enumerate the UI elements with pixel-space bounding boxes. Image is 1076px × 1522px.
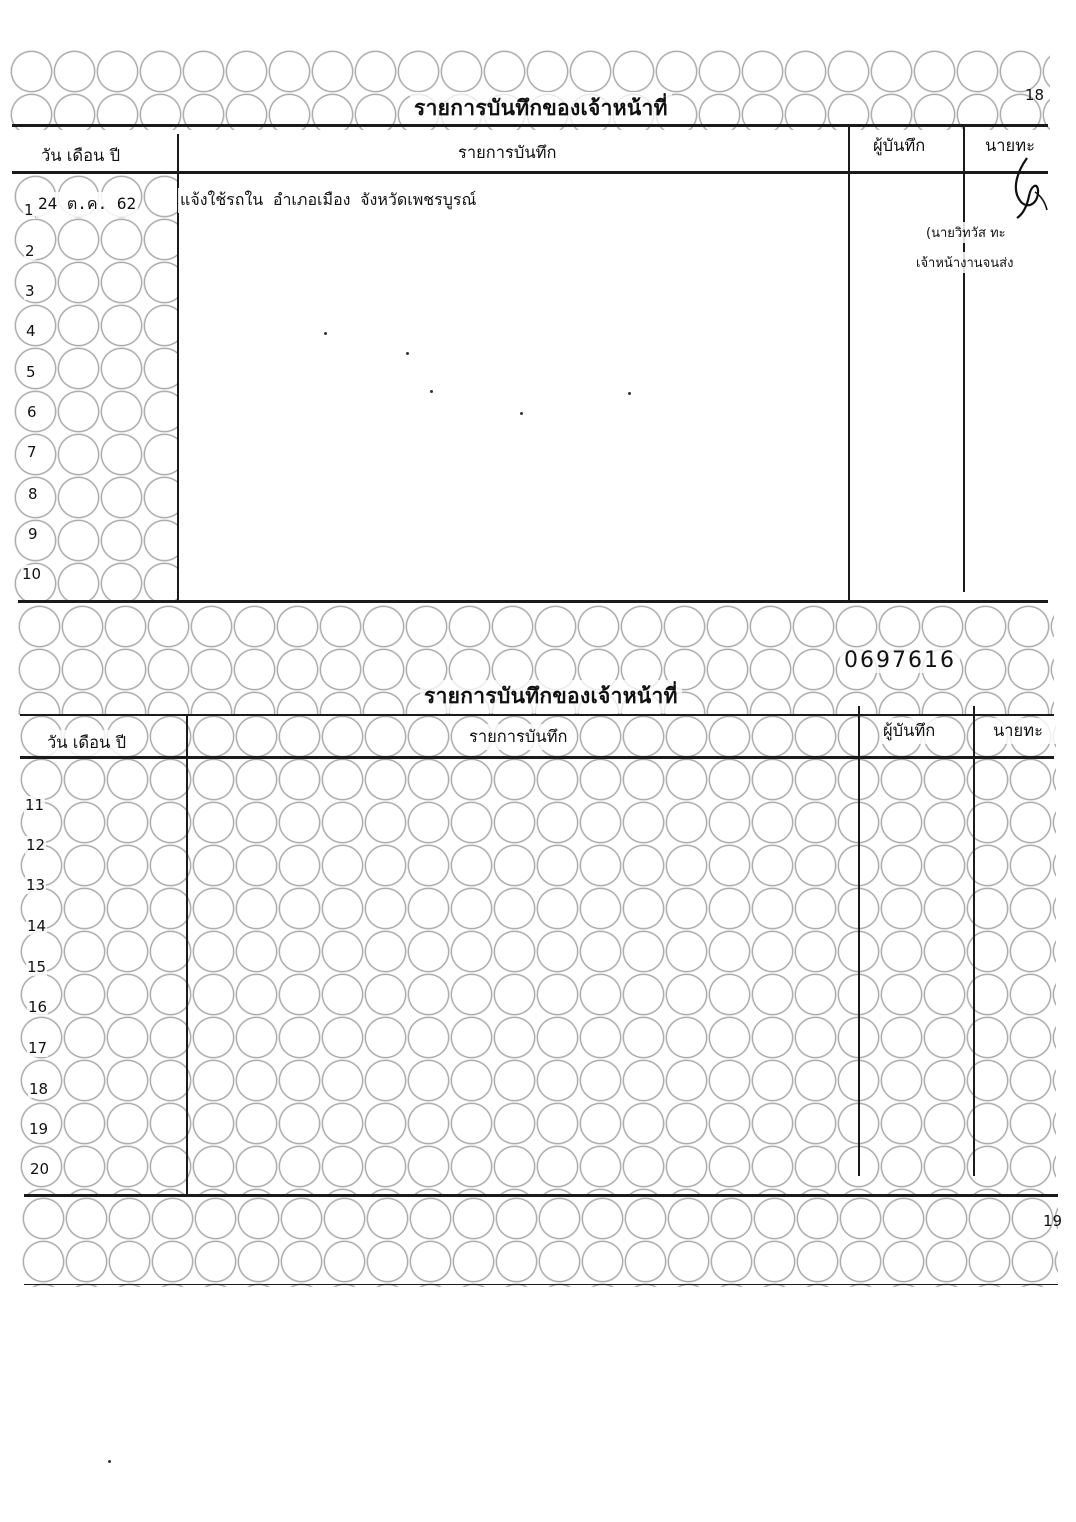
section1-header-recorder: ผู้บันทึก	[870, 133, 928, 159]
section2-header-border	[20, 756, 1054, 759]
section2-row-number-16: 16	[28, 998, 48, 1016]
officer-name: (นายวิทวัส ทะ	[926, 222, 1046, 243]
security-pattern-bottom	[22, 1197, 1058, 1287]
section1-row-number-1: 1	[24, 201, 34, 219]
section1-col-divider-3	[963, 124, 965, 592]
entry-date: 24 ต.ค. 62	[36, 192, 138, 217]
section2-title: รายการบันทึกของเจ้าหน้าที่	[420, 680, 682, 713]
section2-col-divider-3	[973, 706, 975, 1176]
scan-speck	[628, 392, 631, 395]
section1-row-number-5: 5	[26, 363, 36, 381]
officer-title: เจ้าหน้างานจนส่ง	[916, 252, 1046, 273]
section1-row-number-8: 8	[28, 485, 38, 503]
security-pattern-date-column-1	[14, 175, 179, 600]
section2-row-number-19: 19	[29, 1120, 49, 1138]
page-number-top: 18	[1025, 86, 1045, 104]
section1-row-number-6: 6	[27, 403, 37, 421]
section1-row-number-3: 3	[25, 282, 35, 300]
scan-speck	[108, 1460, 111, 1463]
section1-row-number-10: 10	[22, 565, 42, 583]
section2-header-registrar: นายทะ	[990, 718, 1058, 744]
entry-text: แจ้งใช้รถใน อำเภอเมือง จังหวัดเพชรบูรณ์	[178, 188, 478, 213]
section2-row-number-11: 11	[25, 796, 45, 814]
section2-row-number-17: 17	[28, 1039, 48, 1057]
scan-speck	[406, 352, 409, 355]
section2-col-divider-1	[186, 716, 188, 1194]
section1-header-border	[12, 171, 1048, 174]
section1-row-number-9: 9	[28, 525, 38, 543]
signature-mark	[1005, 152, 1050, 222]
section1-header-date: วัน เดือน ปี	[38, 143, 123, 169]
section2-header-date: วัน เดือน ปี	[44, 730, 129, 756]
section2-col-divider-2	[858, 706, 860, 1176]
section1-header-entry: รายการบันทึก	[455, 140, 560, 166]
section2-row-number-20: 20	[30, 1160, 50, 1178]
section2-row-number-14: 14	[27, 917, 47, 935]
section1-bottom-border	[18, 600, 1048, 603]
section2-row-number-18: 18	[29, 1080, 49, 1098]
section1-row-number-2: 2	[25, 242, 35, 260]
security-pattern-section2	[20, 715, 1056, 1195]
page-number-bottom: 19	[1043, 1212, 1063, 1230]
section1-row-number-7: 7	[27, 443, 37, 461]
section1-header-registrar: นายทะ	[982, 133, 1048, 159]
section1-top-border	[12, 124, 1048, 127]
scan-speck	[520, 412, 523, 415]
section2-header-recorder: ผู้บันทึก	[880, 718, 938, 744]
section2-top-border	[20, 714, 1054, 716]
section2-row-number-15: 15	[27, 958, 47, 976]
stamp-code: 0697616	[840, 648, 960, 673]
scan-speck	[430, 390, 433, 393]
section2-bottom-border	[24, 1194, 1058, 1197]
section2-row-number-12: 12	[26, 836, 46, 854]
section2-row-number-13: 13	[26, 876, 46, 894]
section2-header-entry: รายการบันทึก	[466, 724, 571, 750]
section1-row-number-4: 4	[26, 322, 36, 340]
section1-title: รายการบันทึกของเจ้าหน้าที่	[410, 92, 672, 125]
scan-speck	[324, 332, 327, 335]
bottom-edge-line	[24, 1284, 1058, 1285]
section1-col-divider-2	[848, 124, 850, 602]
